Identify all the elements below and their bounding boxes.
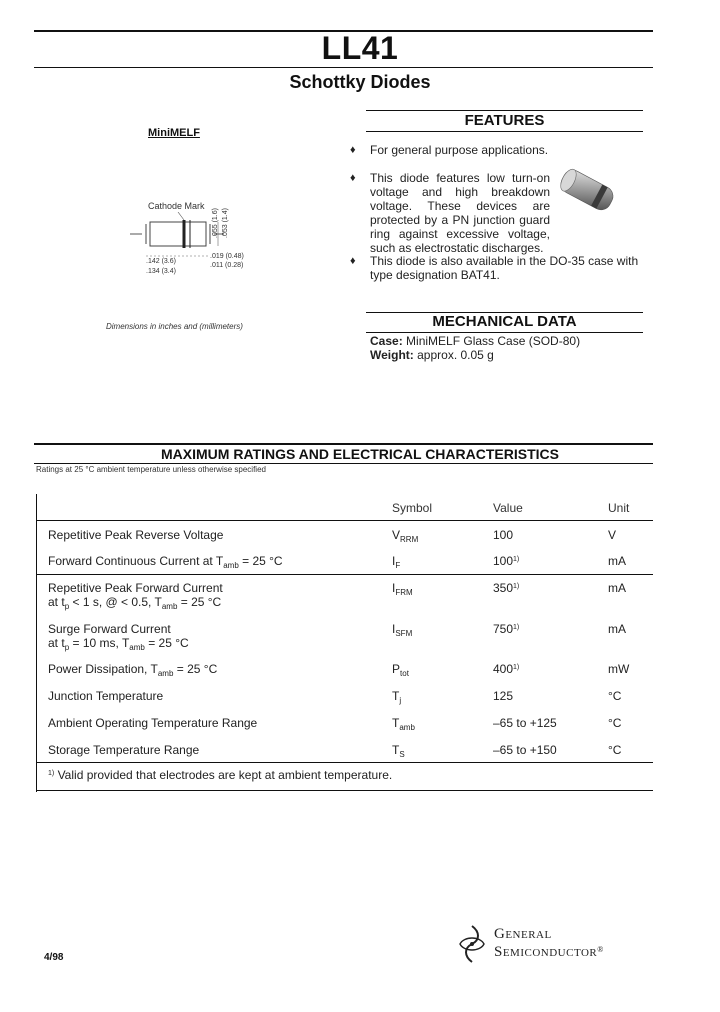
dim-cap-min: .011 (0.28) (210, 262, 244, 269)
bullet-diamond-icon: ♦ (350, 172, 356, 184)
company-logo-icon (454, 922, 490, 966)
row-symbol: $P_{tot}$ (392, 662, 409, 678)
table-footnote: $^{1)}$ Valid provided that electrodes are kept at ambient temperature. (48, 768, 393, 782)
bullet-diamond-icon: ♦ (350, 255, 356, 267)
dim-length-max: .142 (3.6) (146, 258, 176, 265)
mech-case-value: MiniMELF Glass Case (SOD-80) (406, 334, 581, 348)
dim-diameter-max: .055 (1.6) (212, 208, 219, 238)
row-param: Junction Temperature (48, 689, 164, 703)
row-unit: °C (608, 689, 622, 703)
bullet-diamond-icon: ♦ (350, 144, 356, 156)
row-symbol: $I_F$ (392, 554, 401, 570)
row-symbol: $T_{amb}$ (392, 716, 415, 732)
ratings-note: Ratings at 25 °C ambient temperature unless otherwise specified (36, 465, 266, 474)
revision-date: 4/98 (44, 952, 64, 963)
features-heading: FEATURES (464, 112, 545, 129)
dimensions-caption: Dimensions in inches and (millimeters) (106, 322, 243, 331)
col-header-unit: Unit (608, 501, 630, 515)
row-param: Ambient Operating Temperature Range (48, 716, 258, 730)
mechanical-heading: MECHANICAL DATA (432, 313, 577, 330)
title-rule (34, 67, 653, 68)
features-rule-bottom (366, 131, 643, 132)
row-param: Forward Continuous Current at $T_{amb} = 25$ °C (48, 554, 283, 570)
table-rule-title (34, 463, 653, 464)
row-value: 350$^{1)}$ (493, 581, 520, 595)
table-header-rule (36, 520, 653, 521)
row-unit: mW (608, 662, 630, 676)
dim-length-min: .134 (3.4) (146, 268, 176, 275)
row-value: 125 (493, 689, 514, 703)
row-value: 100 (493, 528, 514, 542)
row-value: –65 to +150 (493, 743, 557, 757)
row-param: Repetitive Peak Forward Current (48, 581, 223, 595)
row-param: Repetitive Peak Reverse Voltage (48, 528, 224, 542)
feature-item-1 (350, 143, 640, 157)
row-unit: °C (608, 743, 622, 757)
col-header-value: Value (493, 501, 523, 515)
table-rule-top (34, 443, 653, 445)
row-symbol: $T_j$ (392, 689, 402, 705)
row-value: 400$^{1)}$ (493, 662, 520, 676)
row-param: Surge Forward Current (48, 622, 171, 636)
mech-weight-label: Weight: (370, 348, 414, 362)
row-param-line2: at $t_p = 10$ ms, $T_{amb} = 25$ °C (48, 636, 189, 652)
feature-text: For general purpose applications. (370, 143, 549, 157)
mech-case-label: Case: (370, 334, 403, 348)
features-rule-top (366, 110, 643, 111)
table-left-border (36, 494, 37, 792)
feature-item-2 (350, 171, 550, 255)
ratings-title: MAXIMUM RATINGS AND ELECTRICAL CHARACTERISTICS (161, 446, 559, 462)
feature-text: This diode is also available in the DO-35 case with type designation BAT41. (370, 254, 639, 282)
row-value: –65 to +125 (493, 716, 557, 730)
row-symbol: $I_{SFM}$ (392, 622, 413, 638)
cathode-mark-label: Cathode Mark (148, 201, 205, 211)
package-label: MiniMELF (148, 127, 200, 139)
logo-line-1: General (494, 926, 552, 942)
row-unit: V (608, 528, 617, 542)
col-header-symbol: Symbol (392, 501, 433, 515)
table-footnote-rule (36, 762, 653, 763)
row-unit: mA (608, 554, 626, 568)
row-unit: mA (608, 581, 626, 595)
mech-case-line (370, 334, 580, 348)
dim-diameter-min: .053 (1.4) (222, 208, 229, 238)
registered-mark: ® (597, 945, 604, 954)
logo-line-2: Semiconductor® (494, 944, 604, 960)
minimelf-package-photo (552, 160, 622, 220)
row-symbol: $V_{RRM}$ (392, 528, 419, 544)
page-title: LL41 (321, 30, 399, 66)
cathode-leader (178, 212, 184, 220)
dim-cap-max: .019 (0.48) (210, 253, 244, 260)
table-row-rule (36, 574, 653, 575)
row-value: 100$^{1)}$ (493, 554, 520, 568)
row-value: 750$^{1)}$ (493, 622, 520, 636)
row-param-line2: at $t_p < 1$ s, @ < 0.5, $T_{amb} = 25$ °C (48, 595, 222, 611)
feature-text: This diode features low turn-on voltage and high breakdown voltage. These devices are protected by a PN junction guard ring against excessive voltage, such as electrostatic discharges. (370, 171, 550, 255)
body-outline (150, 222, 206, 246)
row-unit: mA (608, 622, 626, 636)
row-param: Power Dissipation, $T_{amb} = 25$ °C (48, 662, 218, 678)
row-param: Storage Temperature Range (48, 743, 200, 757)
mech-weight-line (370, 348, 494, 362)
mech-weight-value: approx. 0.05 g (417, 348, 494, 362)
row-unit: °C (608, 716, 622, 730)
mech-rule-bottom (366, 332, 643, 333)
table-bottom-rule (36, 790, 653, 791)
row-symbol: $I_{FRM}$ (392, 581, 413, 597)
feature-item-3 (350, 254, 640, 282)
row-symbol: $T_S$ (392, 743, 405, 759)
page-subtitle: Schottky Diodes (289, 72, 431, 92)
